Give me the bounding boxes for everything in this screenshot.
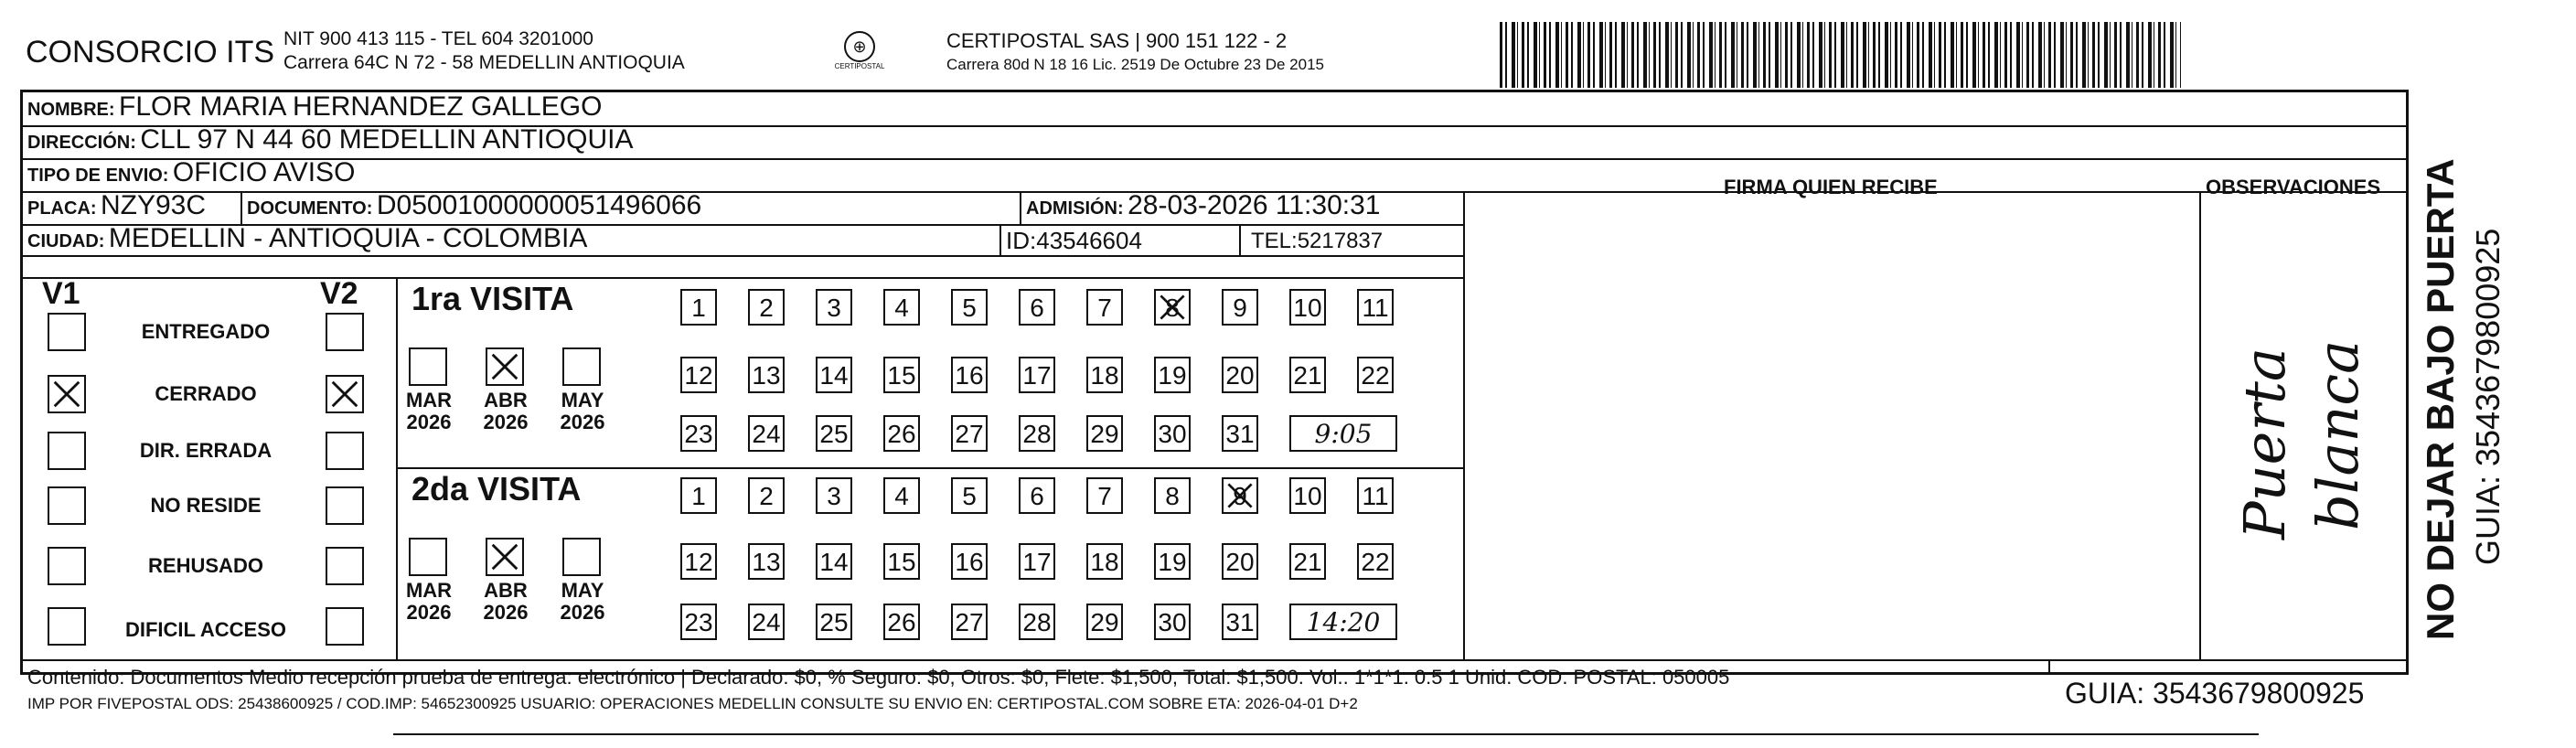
day-box[interactable]: 21: [1289, 357, 1326, 393]
month-name: MAY: [561, 579, 604, 602]
day-box[interactable]: 6: [1019, 477, 1055, 514]
month-year: 2026: [406, 601, 452, 624]
month-label: [555, 390, 610, 433]
ciudad-row: [27, 223, 587, 254]
side-notice: NO DEJAR BAJO PUERTA: [2419, 158, 2462, 640]
company-nit: NIT 900 413 115 - TEL 604 3201000: [283, 28, 593, 49]
visit-title: 2da VISITA: [412, 470, 582, 508]
day-box[interactable]: 4: [883, 289, 920, 326]
nombre-row: [27, 91, 602, 123]
id-row: [1006, 227, 1142, 255]
v2-checkbox[interactable]: [326, 547, 364, 585]
day-box[interactable]: 29: [1086, 604, 1123, 640]
day-box[interactable]: 29: [1086, 415, 1123, 452]
day-box[interactable]: 10: [1289, 477, 1326, 514]
month-name: MAR: [405, 579, 453, 602]
month-label: [555, 580, 610, 624]
day-box[interactable]: 18: [1086, 543, 1123, 580]
v2-checkbox[interactable]: [326, 486, 364, 525]
day-box[interactable]: 25: [816, 604, 852, 640]
company-address: Carrera 64C N 72 - 58 MEDELLIN ANTIOQUIA: [283, 52, 685, 73]
documento-value: D05001000000051496066: [376, 190, 702, 220]
footer-print-info: IMP POR FIVEPOSTAL ODS: 25438600925 / COD.IMP: 54652300925 USUARIO: OPERACIONES MEDELLIN CONSULTE SU ENVIO EN: CERTIPOSTAL.COM SOBRE ETA: 2026-04-01 D+2: [27, 695, 1358, 712]
footer-guia: GUIA: 3543679800925: [2065, 677, 2365, 710]
v2-checkbox[interactable]: [326, 375, 364, 413]
day-box[interactable]: 28: [1019, 604, 1055, 640]
v1-checkbox[interactable]: [48, 486, 86, 525]
documento-row: [247, 190, 701, 221]
day-box[interactable]: 7: [1086, 477, 1123, 514]
day-box[interactable]: 17: [1019, 357, 1055, 393]
day-box[interactable]: 20: [1222, 357, 1258, 393]
month-checkbox[interactable]: [486, 538, 524, 576]
day-box[interactable]: 31: [1222, 604, 1258, 640]
month-name: MAR: [405, 389, 453, 411]
month-year: 2026: [483, 411, 529, 433]
status-label: ENTREGADO: [141, 320, 271, 343]
v2-checkbox[interactable]: [326, 313, 364, 351]
month-label: [401, 390, 456, 433]
day-box[interactable]: 18: [1086, 357, 1123, 393]
day-box[interactable]: 13: [748, 543, 785, 580]
certipostal-logo: [828, 31, 892, 86]
placa-label: PLACA:: [27, 198, 97, 219]
day-box[interactable]: 16: [951, 543, 988, 580]
nombre-value: FLOR MARIA HERNANDEZ GALLEGO: [119, 91, 603, 122]
day-box[interactable]: 5: [951, 477, 988, 514]
day-box[interactable]: 4: [883, 477, 920, 514]
certipostal-address: Carrera 80d N 18 16 Lic. 2519 De Octubre 23 De 2015: [946, 56, 1324, 73]
day-box[interactable]: 27: [951, 415, 988, 452]
direccion-value: CLL 97 N 44 60 MEDELLIN ANTIOQUIA: [140, 124, 634, 155]
observaciones-header: OBSERVACIONES: [2206, 176, 2381, 198]
day-box[interactable]: 21: [1289, 543, 1326, 580]
status-label: CERRADO: [155, 382, 257, 405]
month-label: [478, 390, 533, 433]
status-label: NO RESIDE: [150, 494, 262, 517]
day-box[interactable]: 11: [1357, 477, 1394, 514]
month-checkbox[interactable]: [486, 347, 524, 386]
logo-caption: CERTIPOSTAL: [834, 62, 885, 70]
day-box[interactable]: 26: [883, 415, 920, 452]
month-label: [478, 580, 533, 624]
day-box[interactable]: 8: [1154, 477, 1191, 514]
v2-checkbox[interactable]: [326, 432, 364, 470]
v1-header: V1: [42, 276, 80, 311]
month-name: MAY: [561, 389, 604, 411]
firma-header: FIRMA QUIEN RECIBE: [1724, 176, 1938, 198]
tipo-label: TIPO DE ENVIO:: [27, 166, 169, 186]
day-box[interactable]: 2: [748, 477, 785, 514]
day-box[interactable]: 20: [1222, 543, 1258, 580]
status-label: REHUSADO: [148, 554, 263, 577]
v1-checkbox[interactable]: [48, 375, 86, 413]
admision-row: [1026, 190, 1380, 221]
month-label: [401, 580, 456, 624]
day-box[interactable]: 3: [816, 477, 852, 514]
day-box[interactable]: 19: [1154, 543, 1191, 580]
day-box[interactable]: 30: [1154, 604, 1191, 640]
day-box[interactable]: 24: [748, 415, 785, 452]
ciudad-label: CIUDAD:: [27, 231, 105, 251]
day-box[interactable]: 15: [883, 357, 920, 393]
day-box[interactable]: 25: [816, 415, 852, 452]
footer-content: Contenido: Documentos Medio recepción prueba de entrega: electrónico | Declarado: $0, % Seguro: $0, Otros: $0, Flete: $1,500, Total: $1,500. Vol.. 1*1*1. 0.5 1 Unid. COD. POSTAL: 050005: [27, 666, 1730, 689]
day-box[interactable]: 8: [1154, 289, 1191, 326]
day-box[interactable]: 26: [883, 604, 920, 640]
day-box[interactable]: 15: [883, 543, 920, 580]
placa-value: NZY93C: [101, 190, 207, 220]
side-guia: GUIA: 3543679800925: [2469, 228, 2507, 565]
day-box[interactable]: 12: [680, 357, 717, 393]
day-box[interactable]: 5: [951, 289, 988, 326]
day-box[interactable]: 24: [748, 604, 785, 640]
status-label: DIR. ERRADA: [139, 439, 273, 462]
month-year: 2026: [560, 411, 605, 433]
day-box[interactable]: 1: [680, 477, 717, 514]
day-box[interactable]: 11: [1357, 289, 1394, 326]
v1-checkbox[interactable]: [48, 313, 86, 351]
v1-checkbox[interactable]: [48, 607, 86, 646]
day-box[interactable]: 28: [1019, 415, 1055, 452]
month-year: 2026: [406, 411, 452, 433]
form-frame: [20, 90, 2409, 675]
status-label: DIFICIL ACCESO: [124, 618, 286, 641]
direccion-label: DIRECCIÓN:: [27, 133, 136, 153]
tipo-value: OFICIO AVISO: [172, 157, 356, 187]
certipostal-line: CERTIPOSTAL SAS | 900 151 122 - 2: [946, 29, 1288, 52]
day-box[interactable]: 13: [748, 357, 785, 393]
day-box[interactable]: 1: [680, 289, 717, 326]
month-checkbox[interactable]: [562, 347, 601, 386]
id-value: 43546604: [1036, 227, 1142, 254]
day-box[interactable]: 17: [1019, 543, 1055, 580]
v1-checkbox[interactable]: [48, 432, 86, 470]
documento-label: DOCUMENTO:: [247, 198, 373, 219]
company-name: CONSORCIO ITS: [26, 35, 275, 69]
day-box[interactable]: 22: [1357, 543, 1394, 580]
day-box[interactable]: 9: [1222, 289, 1258, 326]
ciudad-value: MEDELLIN - ANTIOQUIA - COLOMBIA: [108, 223, 588, 253]
day-box[interactable]: 10: [1289, 289, 1326, 326]
id-label: ID:: [1006, 227, 1037, 254]
logo-icon: ⊕: [844, 31, 875, 62]
day-box[interactable]: 16: [951, 357, 988, 393]
tel-row: [1251, 229, 1383, 254]
v1-checkbox[interactable]: [48, 547, 86, 585]
handwritten-time: 14:20: [1289, 604, 1397, 640]
day-box[interactable]: 27: [951, 604, 988, 640]
admision-label: ADMISIÓN:: [1026, 198, 1124, 219]
day-box[interactable]: 14: [816, 357, 852, 393]
month-checkbox[interactable]: [562, 538, 601, 576]
handwritten-time: 9:05: [1289, 415, 1397, 452]
tel-label: TEL:: [1251, 229, 1298, 253]
day-box[interactable]: 23: [680, 604, 717, 640]
admision-value: 28-03-2026 11:30:31: [1128, 190, 1381, 220]
barcode: [1500, 22, 2181, 88]
certipostal-info: [946, 29, 1324, 77]
day-box[interactable]: 30: [1154, 415, 1191, 452]
day-box[interactable]: 14: [816, 543, 852, 580]
observacion-handwritten-2: blanca: [2304, 339, 2371, 530]
day-box[interactable]: 12: [680, 543, 717, 580]
day-box[interactable]: 19: [1154, 357, 1191, 393]
day-box[interactable]: 23: [680, 415, 717, 452]
direccion-row: [27, 124, 633, 155]
month-checkbox[interactable]: [409, 347, 447, 386]
day-box[interactable]: 3: [816, 289, 852, 326]
v2-header: V2: [320, 276, 358, 311]
day-box[interactable]: 6: [1019, 289, 1055, 326]
month-name: ABR: [484, 389, 528, 411]
tel-value: 5217837: [1297, 229, 1384, 253]
day-box[interactable]: 31: [1222, 415, 1258, 452]
month-checkbox[interactable]: [409, 538, 447, 576]
tipo-row: [27, 157, 355, 188]
nombre-label: NOMBRE:: [27, 100, 115, 120]
day-box[interactable]: 9: [1222, 477, 1258, 514]
visit-title: 1ra VISITA: [412, 280, 574, 317]
placa-row: [27, 190, 206, 221]
day-box[interactable]: 7: [1086, 289, 1123, 326]
observacion-handwritten-1: Puerta: [2231, 347, 2298, 540]
company-info: [283, 27, 685, 75]
month-year: 2026: [483, 601, 529, 624]
day-box[interactable]: 2: [748, 289, 785, 326]
v2-checkbox[interactable]: [326, 607, 364, 646]
month-name: ABR: [484, 579, 528, 602]
month-year: 2026: [560, 601, 605, 624]
day-box[interactable]: 22: [1357, 357, 1394, 393]
